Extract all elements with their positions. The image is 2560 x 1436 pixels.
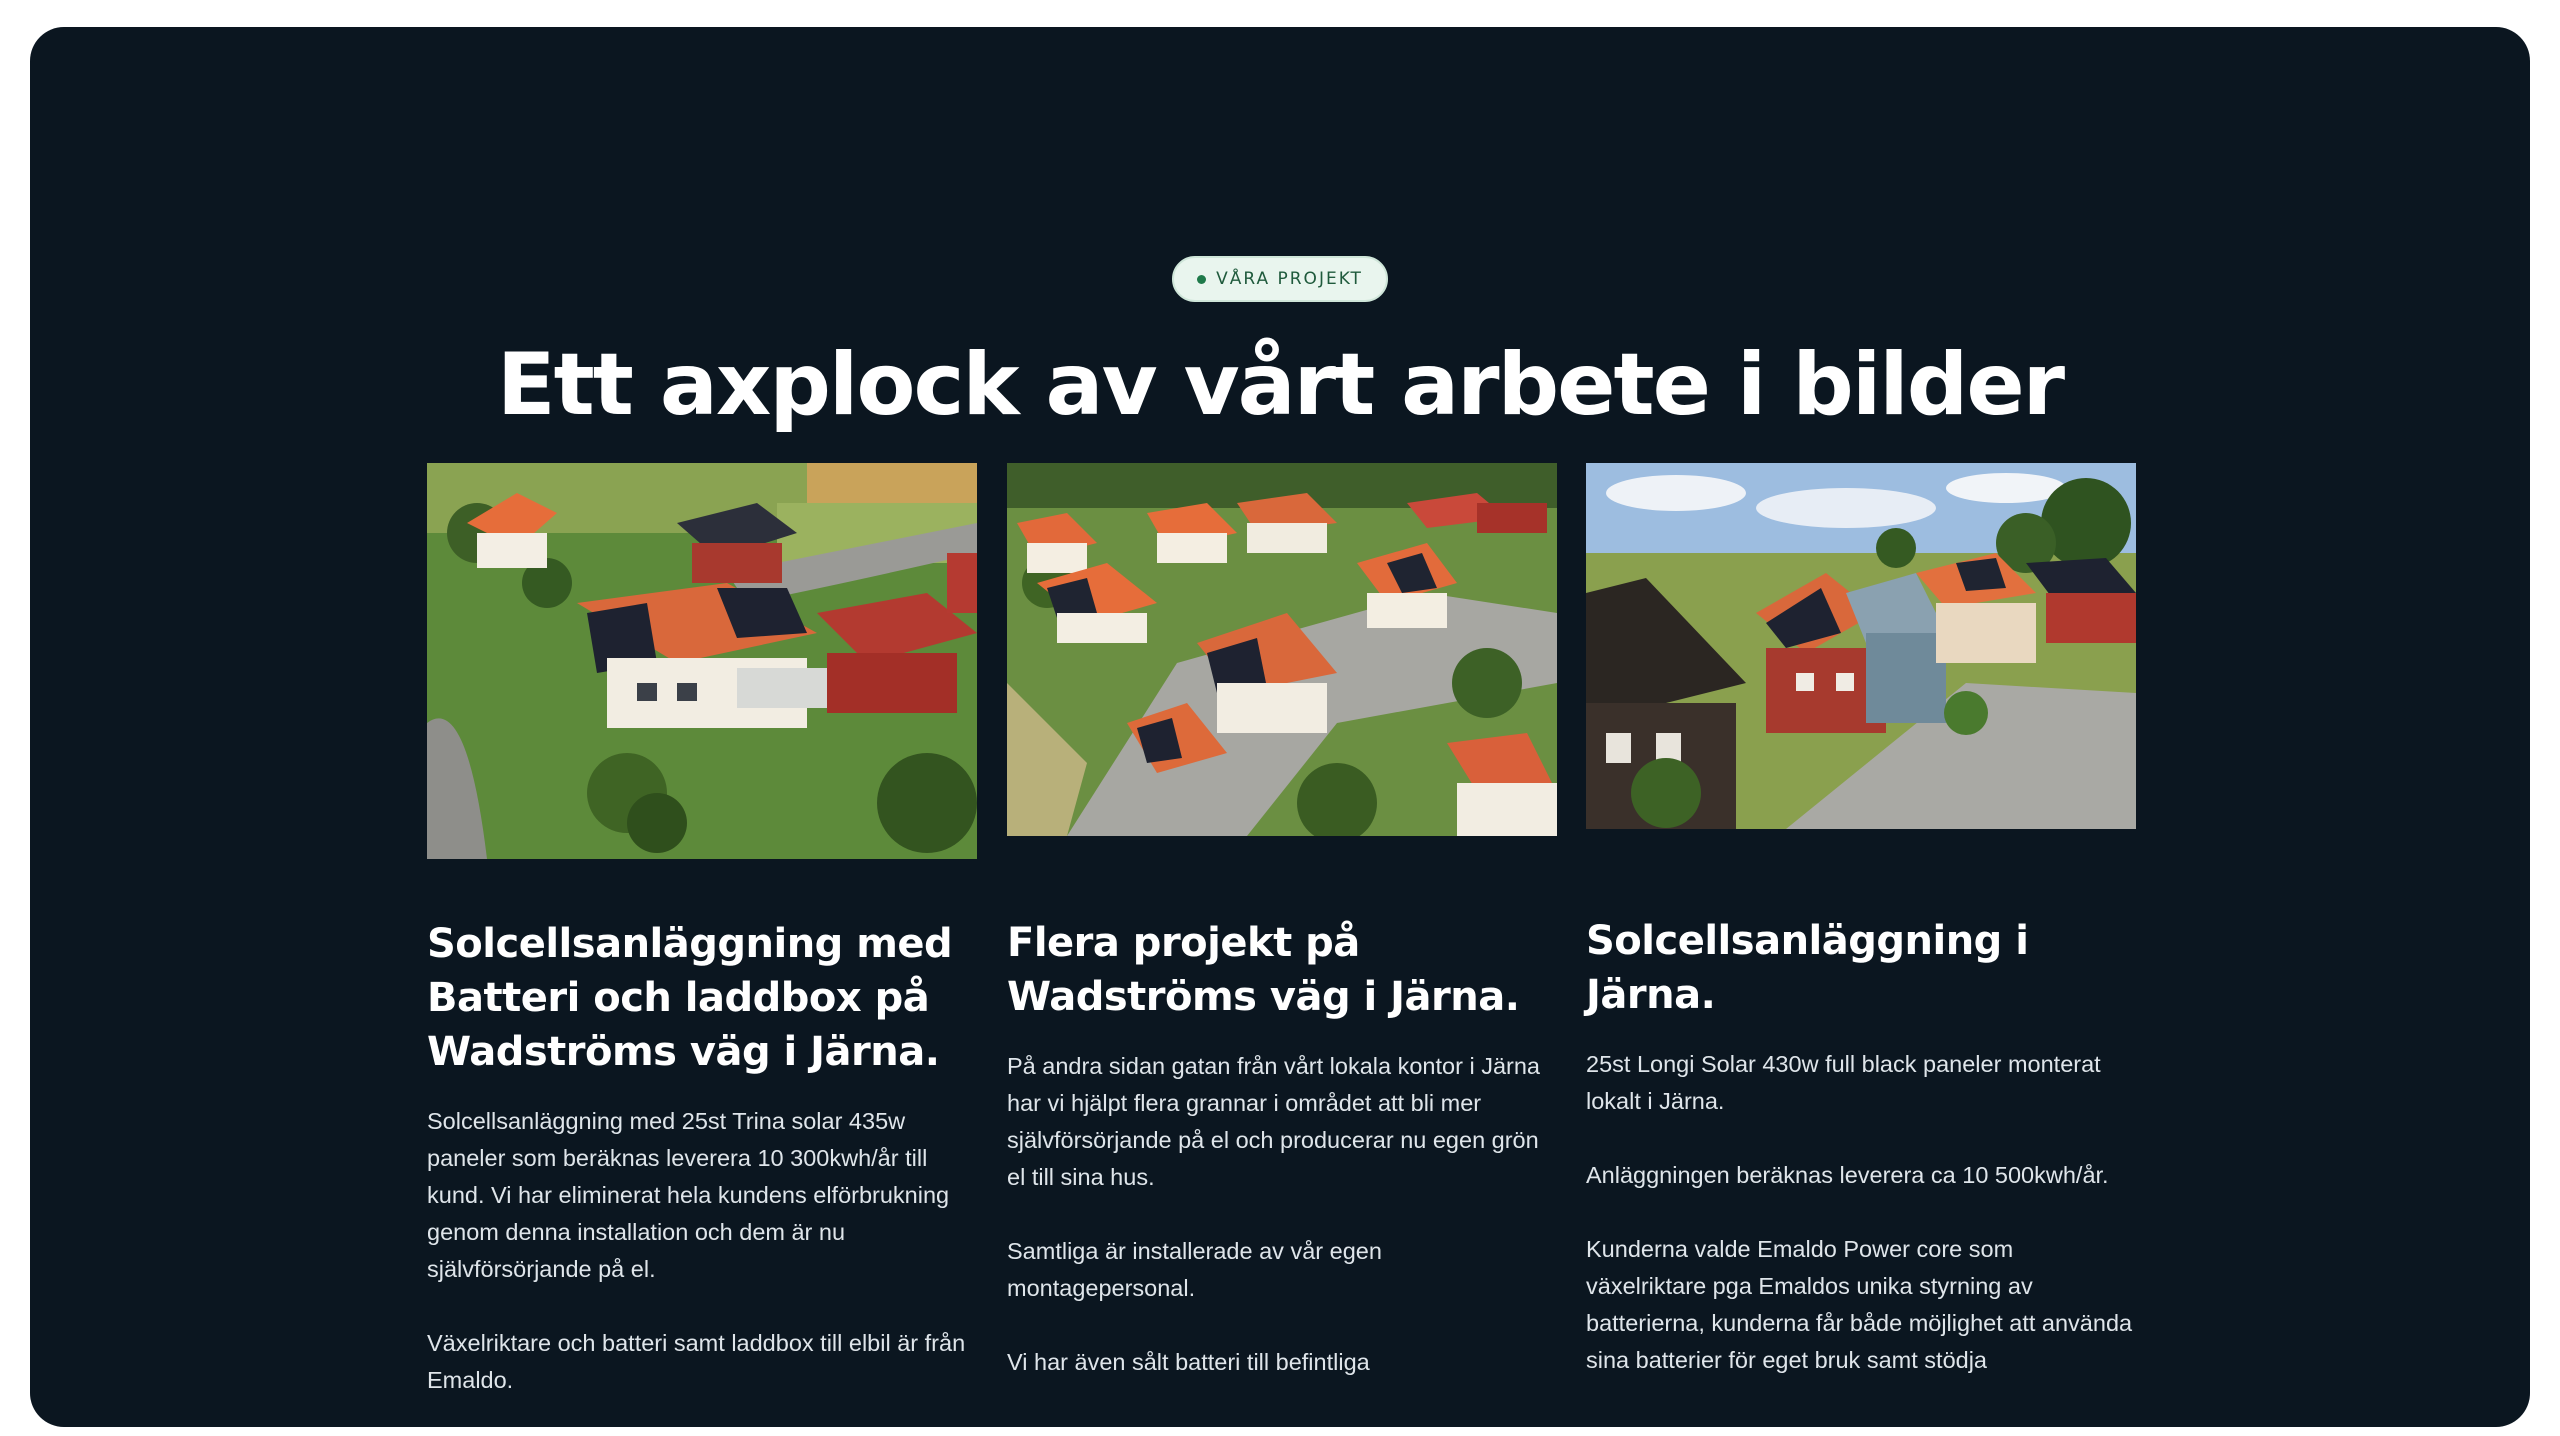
project-paragraph: Samtliga är installerade av vår egen montagepersonal. <box>1007 1238 1382 1301</box>
project-paragraph: Solcellsanläggning med 25st Trina solar 435w paneler som beräknas leverera 10 300kwh/år till kund. Vi har eliminerat hela kundens elförbrukning genom denna installation och dem är nu självförsörjande på el. <box>427 1108 950 1282</box>
project-title: Flera projekt på Wadströms väg i Järna. <box>1007 920 1520 1020</box>
project-title: Solcellsanläggning i Järna. <box>1586 918 2029 1018</box>
project-description <box>1007 1048 1557 1381</box>
project-paragraph: Vi har även sålt batteri till befintliga <box>1007 1349 1370 1375</box>
project-image[interactable] <box>427 463 977 859</box>
project-image[interactable] <box>1007 463 1557 836</box>
project-description <box>427 1103 977 1399</box>
project-description <box>1586 1046 2136 1379</box>
badge-dot-icon <box>1197 275 1206 284</box>
project-paragraph: Anläggningen beräknas leverera ca 10 500kwh/år. <box>1586 1162 2109 1188</box>
project-paragraph: Växelriktare och batteri samt laddbox till elbil är från Emaldo. <box>427 1330 966 1393</box>
project-paragraph: 25st Longi Solar 430w full black paneler monterat lokalt i Järna. <box>1586 1051 2101 1114</box>
project-paragraph: På andra sidan gatan från vårt lokala kontor i Järna har vi hjälpt flera grannar i området att bli mer självförsörjande på el och producerar nu egen grön el till sina hus. <box>1007 1053 1540 1190</box>
project-card <box>1007 463 1557 1418</box>
project-paragraph: Kunderna valde Emaldo Power core som växelriktare pga Emaldos unika styrning av batterierna, kunderna får både möjlighet att använda sina batterier för eget bruk samt stödja <box>1586 1236 2133 1373</box>
badge-label: VÅRA PROJEKT <box>1216 269 1363 289</box>
project-title: Solcellsanläggning med Batteri och laddbox på Wadströms väg i Järna. <box>427 921 953 1075</box>
section-title: Ett axplock av vårt arbete i bilder <box>496 335 2064 435</box>
project-card <box>1586 463 2136 1416</box>
section-badge <box>1172 256 1388 302</box>
project-card <box>427 463 977 1436</box>
project-image[interactable] <box>1586 463 2136 829</box>
